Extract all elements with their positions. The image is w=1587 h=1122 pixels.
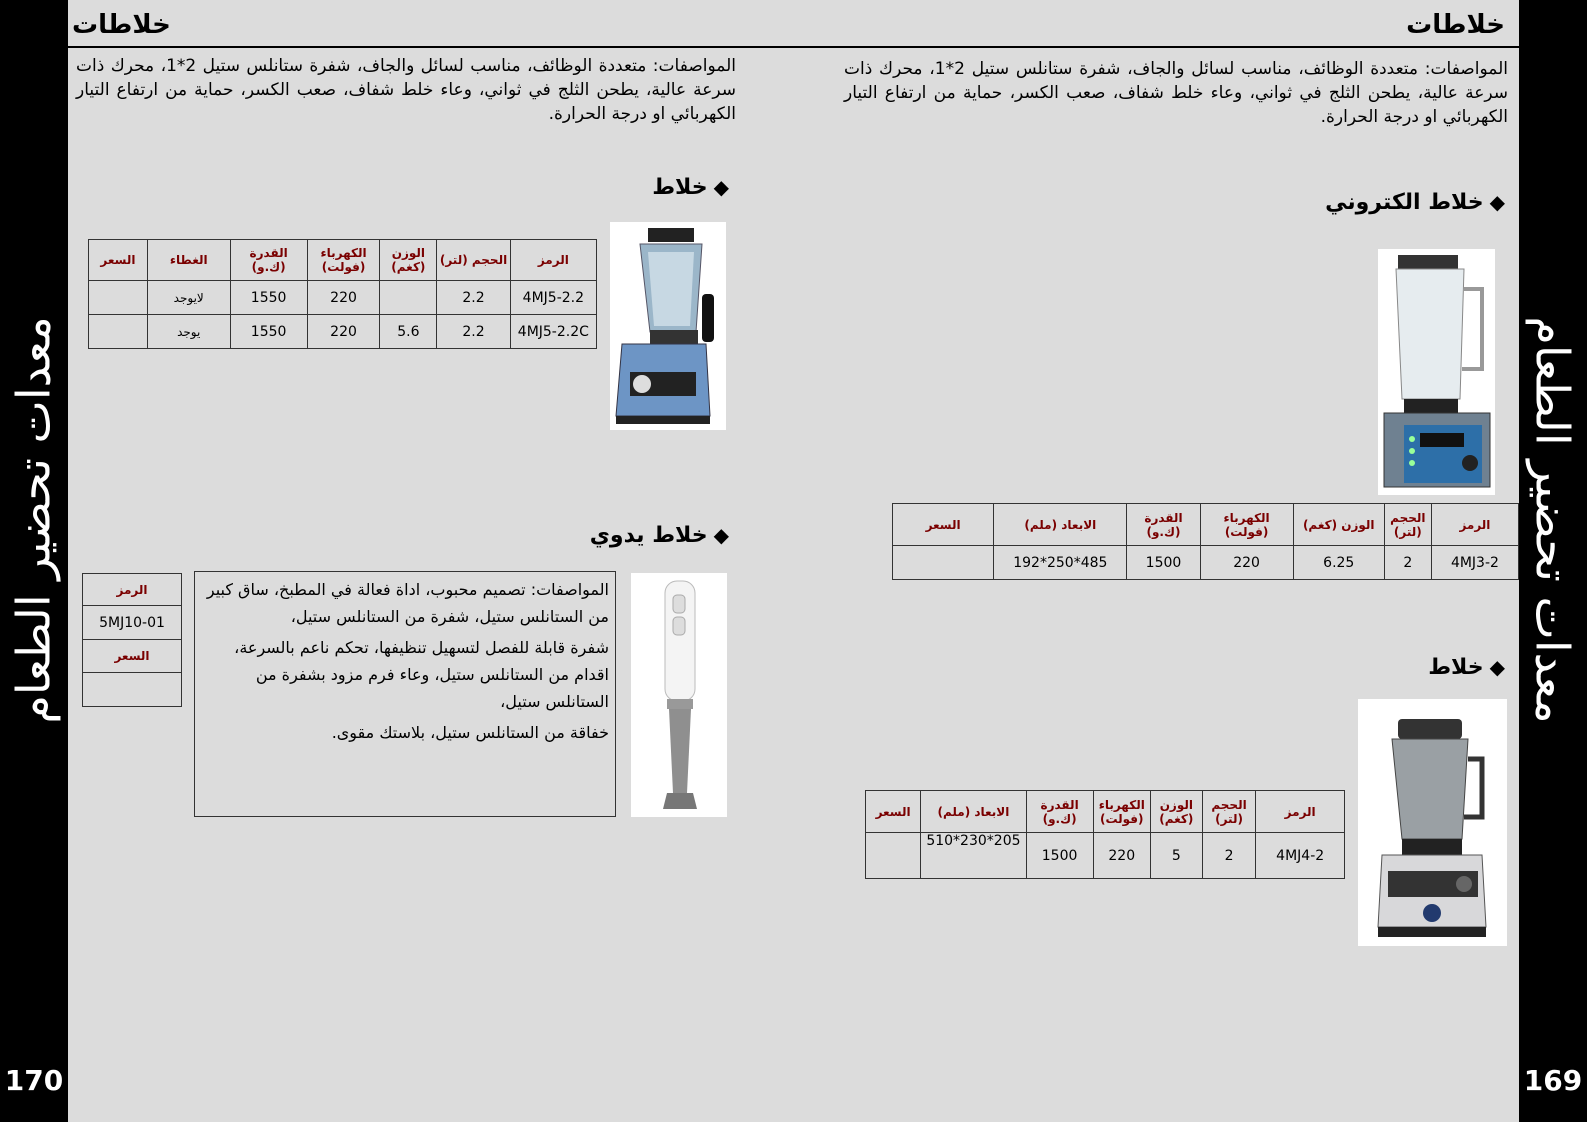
blender-blue-photo <box>610 222 726 430</box>
diamond-bullet-icon: ◆ <box>1489 655 1505 679</box>
diamond-bullet-icon: ◆ <box>1489 190 1505 214</box>
left-page-number: 170 <box>4 1064 64 1097</box>
right-page-header: خلاطات <box>1406 10 1505 40</box>
electronic-blender-photo <box>1378 249 1495 495</box>
left-blender-title: ◆خلاط <box>652 175 729 200</box>
table-row: 4MJ5-2.2C 2.2 5.6 220 1550 يوجد <box>89 315 597 349</box>
right-description: المواصفات: متعددة الوظائف، مناسب لسائل والجاف، شفرة ستانلس ستيل 2*1، محرك ذات سرعة عالية، يطحن الثلج في ثواني، وعاء خلط شفاف، صعب الكسر، حماية من ارتفاع التيار الكهربائي او درجة الحرارة. <box>844 59 1508 127</box>
left-blender-table <box>88 239 597 349</box>
electronic-blender-table <box>892 503 1519 580</box>
right-blender-title: ◆خلاط <box>1428 655 1505 680</box>
right-category-label: معدات تحضير الطعام <box>1526 316 1581 724</box>
diamond-bullet-icon: ◆ <box>713 175 729 199</box>
spec-paragraph: شفرة قابلة للفصل لتسهيل تنظيفها، تحكم ناعم بالسرعة، اقدام من الستانلس ستيل، وعاء فرم مزود بشفرة من الستانلس ستيل، <box>234 638 609 711</box>
left-page-header: خلاطات <box>72 10 171 40</box>
right-page-number: 169 <box>1523 1064 1583 1097</box>
electronic-blender-title: ◆خلاط الكتروني <box>1325 190 1505 215</box>
diamond-bullet-icon: ◆ <box>713 523 729 547</box>
blender-grey-photo <box>1358 699 1507 946</box>
table-row: 4MJ3-2 2 6.25 220 1500 485*250*192 <box>893 546 1519 580</box>
hand-blender-title: ◆خلاط يدوي <box>589 523 729 548</box>
spec-paragraph: خفاقة من الستانلس ستيل، بلاستك مقوى. <box>331 723 609 742</box>
right-blender-table <box>865 790 1345 879</box>
table-header-row: الرمز الحجم (لتر) الوزن (كغم) الكهرباء (فولت) القدرة (ك.و) الابعاد (ملم) السعر <box>866 791 1345 833</box>
hand-blender-code-table: الرمز 5MJ10-01 السعر <box>82 573 182 707</box>
table-row: 4MJ4-2 2 5 220 1500 205*230*510 <box>866 833 1345 879</box>
header-divider <box>68 46 1519 48</box>
table-row: 5MJ10-01 <box>83 606 182 640</box>
table-row: 4MJ5-2.2 2.2 220 1550 لايوجد <box>89 281 597 315</box>
table-header-row: الرمز الحجم (لتر) الوزن (كغم) الكهرباء (فولت) القدرة (ك.و) الابعاد (ملم) السعر <box>893 504 1519 546</box>
spec-paragraph: المواصفات: تصميم محبوب، اداة فعالة في المطبخ، ساق كبير من الستانلس ستيل، شفرة من الستانلس ستيل، <box>206 580 609 626</box>
hand-blender-specs-box <box>194 571 616 817</box>
table-header-row: الرمز الحجم (لتر) الوزن (كغم) الكهرباء (فولت) القدرة (ك.و) الغطاء السعر <box>89 240 597 281</box>
hand-blender-photo <box>631 573 727 817</box>
left-category-label: معدات تحضير الطعام <box>7 316 62 724</box>
table-row <box>83 672 182 706</box>
left-description: المواصفات: متعددة الوظائف، مناسب لسائل والجاف، شفرة ستانلس ستيل 2*1، محرك ذات سرعة عالية، يطحن الثلج في ثواني، وعاء خلط شفاف، صعب الكسر، حماية من ارتفاع التيار الكهربائي او درجة الحرارة. <box>76 56 736 124</box>
